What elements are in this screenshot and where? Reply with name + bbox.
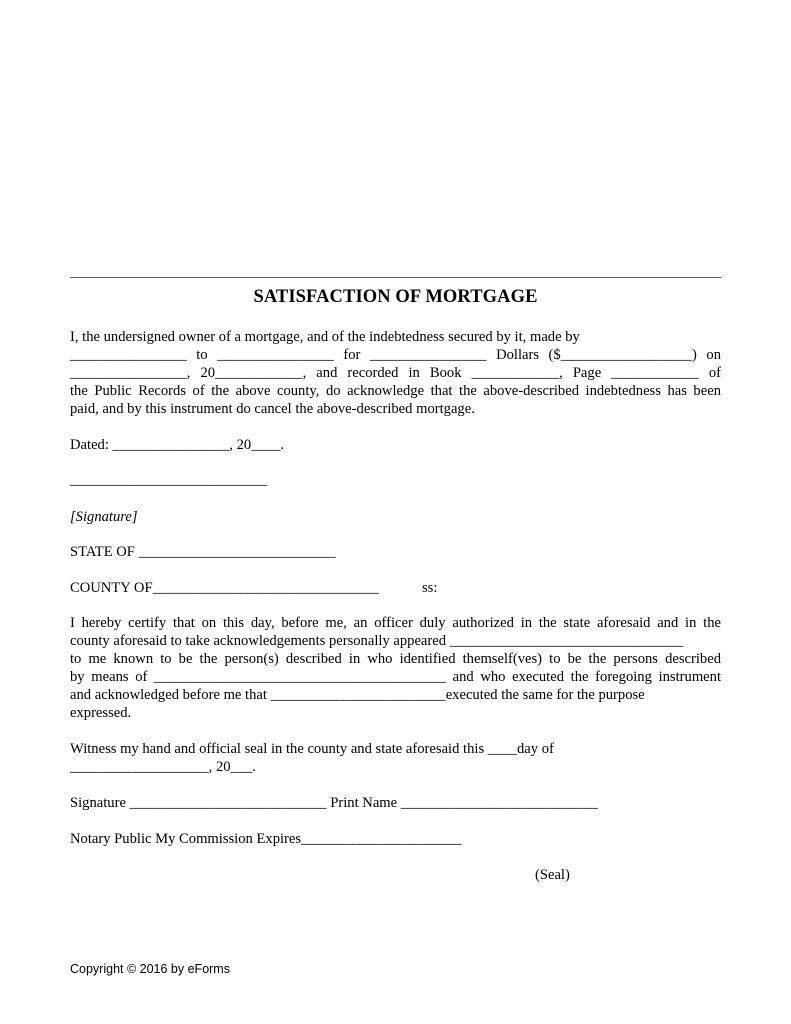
certify-line-6: expressed. [70, 705, 132, 721]
signature-print-line: Signature ___________________________ Print Name ___________________________ [70, 795, 598, 811]
ss-label: ss: [422, 580, 438, 596]
witness-line-2: ___________________, 20___. [70, 759, 257, 775]
certify-line-3: to me known to be the person(s) described in who identified themself(ves) to be the persons described [70, 651, 721, 667]
copyright-footer: Copyright © 2016 by eForms [70, 962, 230, 976]
notary-line: Notary Public My Commission Expires______________________ [70, 831, 462, 847]
intro-line-1: I, the undersigned owner of a mortgage, and of the indebtedness secured by it, made by [70, 329, 580, 345]
intro-line-4: the Public Records of the above county, do acknowledge that the above-described indebtedness has been [70, 383, 721, 399]
certify-line-4: by means of ________________________________________ and who executed the foregoing instrument [70, 669, 721, 685]
intro-line-3: ________________, 20____________, and recorded in Book ____________, Page ____________ of [70, 365, 721, 381]
dated-line: Dated: ________________, 20____. [70, 437, 285, 453]
intro-line-2: ________________ to ________________ for ________________ Dollars ($__________________) on [70, 347, 721, 363]
state-line: STATE OF ___________________________ [70, 544, 336, 560]
top-divider [70, 277, 721, 278]
witness-line-1: Witness my hand and official seal in the county and state aforesaid this ____day of [70, 741, 554, 757]
signature-blank: ___________________________ [70, 472, 268, 488]
intro-line-5: paid, and by this instrument do cancel the above-described mortgage. [70, 401, 475, 417]
certify-line-2: county aforesaid to take acknowledgements personally appeared ________________________________ [70, 633, 684, 649]
seal-label: (Seal) [535, 867, 570, 883]
county-line: COUNTY OF_______________________________ [70, 580, 379, 596]
certify-line-5: and acknowledged before me that ________________________executed the same for the purpose [70, 687, 645, 703]
certify-line-1: I hereby certify that on this day, before me, an officer duly authorized in the state aforesaid and in the [70, 615, 721, 631]
signature-label: [Signature] [70, 509, 138, 525]
document-title: SATISFACTION OF MORTGAGE [253, 287, 538, 307]
